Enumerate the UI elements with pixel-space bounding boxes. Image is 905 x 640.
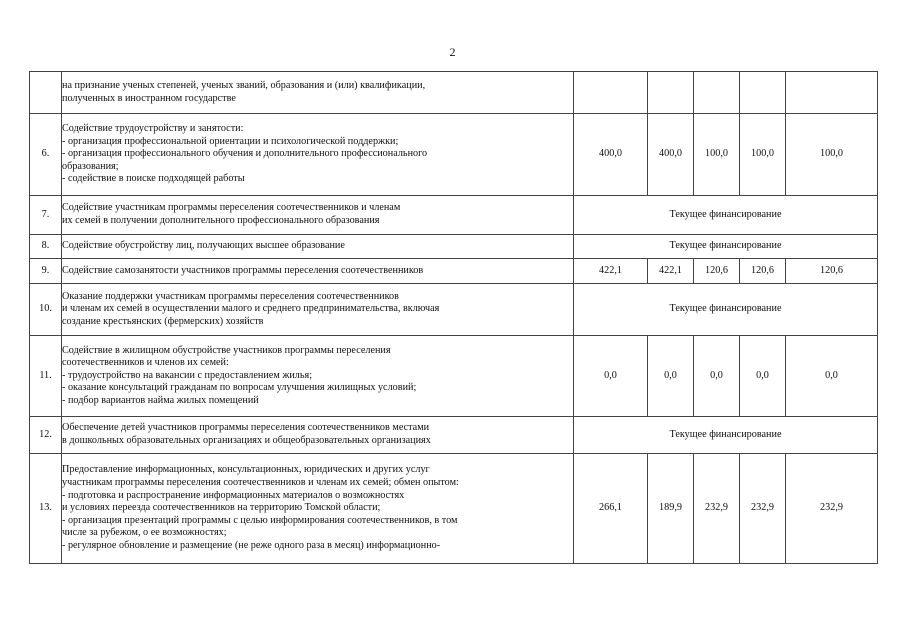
value-cell: 100,0 xyxy=(786,114,878,196)
measure-description: Содействие трудоустройству и занятости: - организация профессиональной ориентации и психологической поддержки; - организация профессионального обучения и дополнительного профессионального образования; - содействие в поиске подходящей работы xyxy=(62,114,574,196)
row-number: 10. xyxy=(30,284,62,336)
value-cell: 0,0 xyxy=(694,336,740,417)
value-cell: 120,6 xyxy=(740,259,786,284)
value-cell: 400,0 xyxy=(574,114,648,196)
value-cell xyxy=(648,72,694,114)
value-cell: 100,0 xyxy=(694,114,740,196)
row-number: 8. xyxy=(30,235,62,259)
value-cell: 189,9 xyxy=(648,454,694,564)
table-row xyxy=(30,196,878,235)
funding-note: Текущее финансирование xyxy=(574,417,878,454)
table-row xyxy=(30,114,878,196)
funding-note: Текущее финансирование xyxy=(574,284,878,336)
row-number: 9. xyxy=(30,259,62,284)
table-row xyxy=(30,417,878,454)
measure-description: Содействие участникам программы переселения соотечественников и членам их семей в получении дополнительного профессионального образования xyxy=(62,196,574,235)
row-number: 11. xyxy=(30,336,62,417)
table-row xyxy=(30,259,878,284)
measure-description: Содействие обустройству лиц, получающих высшее образование xyxy=(62,235,574,259)
funding-note: Текущее финансирование xyxy=(574,235,878,259)
value-cell xyxy=(740,72,786,114)
value-cell: 0,0 xyxy=(786,336,878,417)
program-measures-table xyxy=(29,71,878,564)
value-cell xyxy=(694,72,740,114)
funding-note: Текущее финансирование xyxy=(574,196,878,235)
value-cell: 232,9 xyxy=(786,454,878,564)
table-row xyxy=(30,72,878,114)
value-cell: 232,9 xyxy=(694,454,740,564)
value-cell xyxy=(786,72,878,114)
measure-description: Содействие в жилищном обустройстве участников программы переселения соотечественников и членов их семей: - трудоустройство на вакансии с предоставлением жилья; - оказание консультаций гражданам по вопросам улучшения жилищных условий; - подбор вариантов найма жилых помещений xyxy=(62,336,574,417)
value-cell: 422,1 xyxy=(574,259,648,284)
table-row xyxy=(30,336,878,417)
value-cell: 266,1 xyxy=(574,454,648,564)
row-number: 13. xyxy=(30,454,62,564)
value-cell: 422,1 xyxy=(648,259,694,284)
page-number: 2 xyxy=(449,45,456,59)
measure-description: Содействие самозанятости участников программы переселения соотечественников xyxy=(62,259,574,284)
value-cell: 0,0 xyxy=(574,336,648,417)
measure-description: Предоставление информационных, консультационных, юридических и других услуг участникам программы переселения соотечественников и членам их семей; обмен опытом: - подготовка и распространение информационных материалов о возможностях и условиях переезда соотечественников на территорию Томской области; - организация презентаций программы с целью информирования соотечественников, в том числе за рубежом, о ее возможностях; - регулярное обновление и размещение (не реже одного раза в месяц) информационно- xyxy=(62,454,574,564)
table-row xyxy=(30,235,878,259)
value-cell: 120,6 xyxy=(786,259,878,284)
row-number: 12. xyxy=(30,417,62,454)
value-cell: 0,0 xyxy=(648,336,694,417)
value-cell xyxy=(574,72,648,114)
measure-description: на признание ученых степеней, ученых званий, образования и (или) квалификации, полученных в иностранном государстве xyxy=(62,72,574,114)
value-cell: 100,0 xyxy=(740,114,786,196)
value-cell: 120,6 xyxy=(694,259,740,284)
measure-description: Обеспечение детей участников программы переселения соотечественников местами в дошкольных образовательных организациях и общеобразовательных организациях xyxy=(62,417,574,454)
measure-description: Оказание поддержки участникам программы переселения соотечественников и членам их семей в осуществлении малого и среднего предпринимательства, включая создание крестьянских (фермерских) хозяйств xyxy=(62,284,574,336)
value-cell: 0,0 xyxy=(740,336,786,417)
value-cell: 232,9 xyxy=(740,454,786,564)
row-number: 6. xyxy=(30,114,62,196)
row-number xyxy=(30,72,62,114)
value-cell: 400,0 xyxy=(648,114,694,196)
table-row xyxy=(30,454,878,564)
table-row xyxy=(30,284,878,336)
row-number: 7. xyxy=(30,196,62,235)
